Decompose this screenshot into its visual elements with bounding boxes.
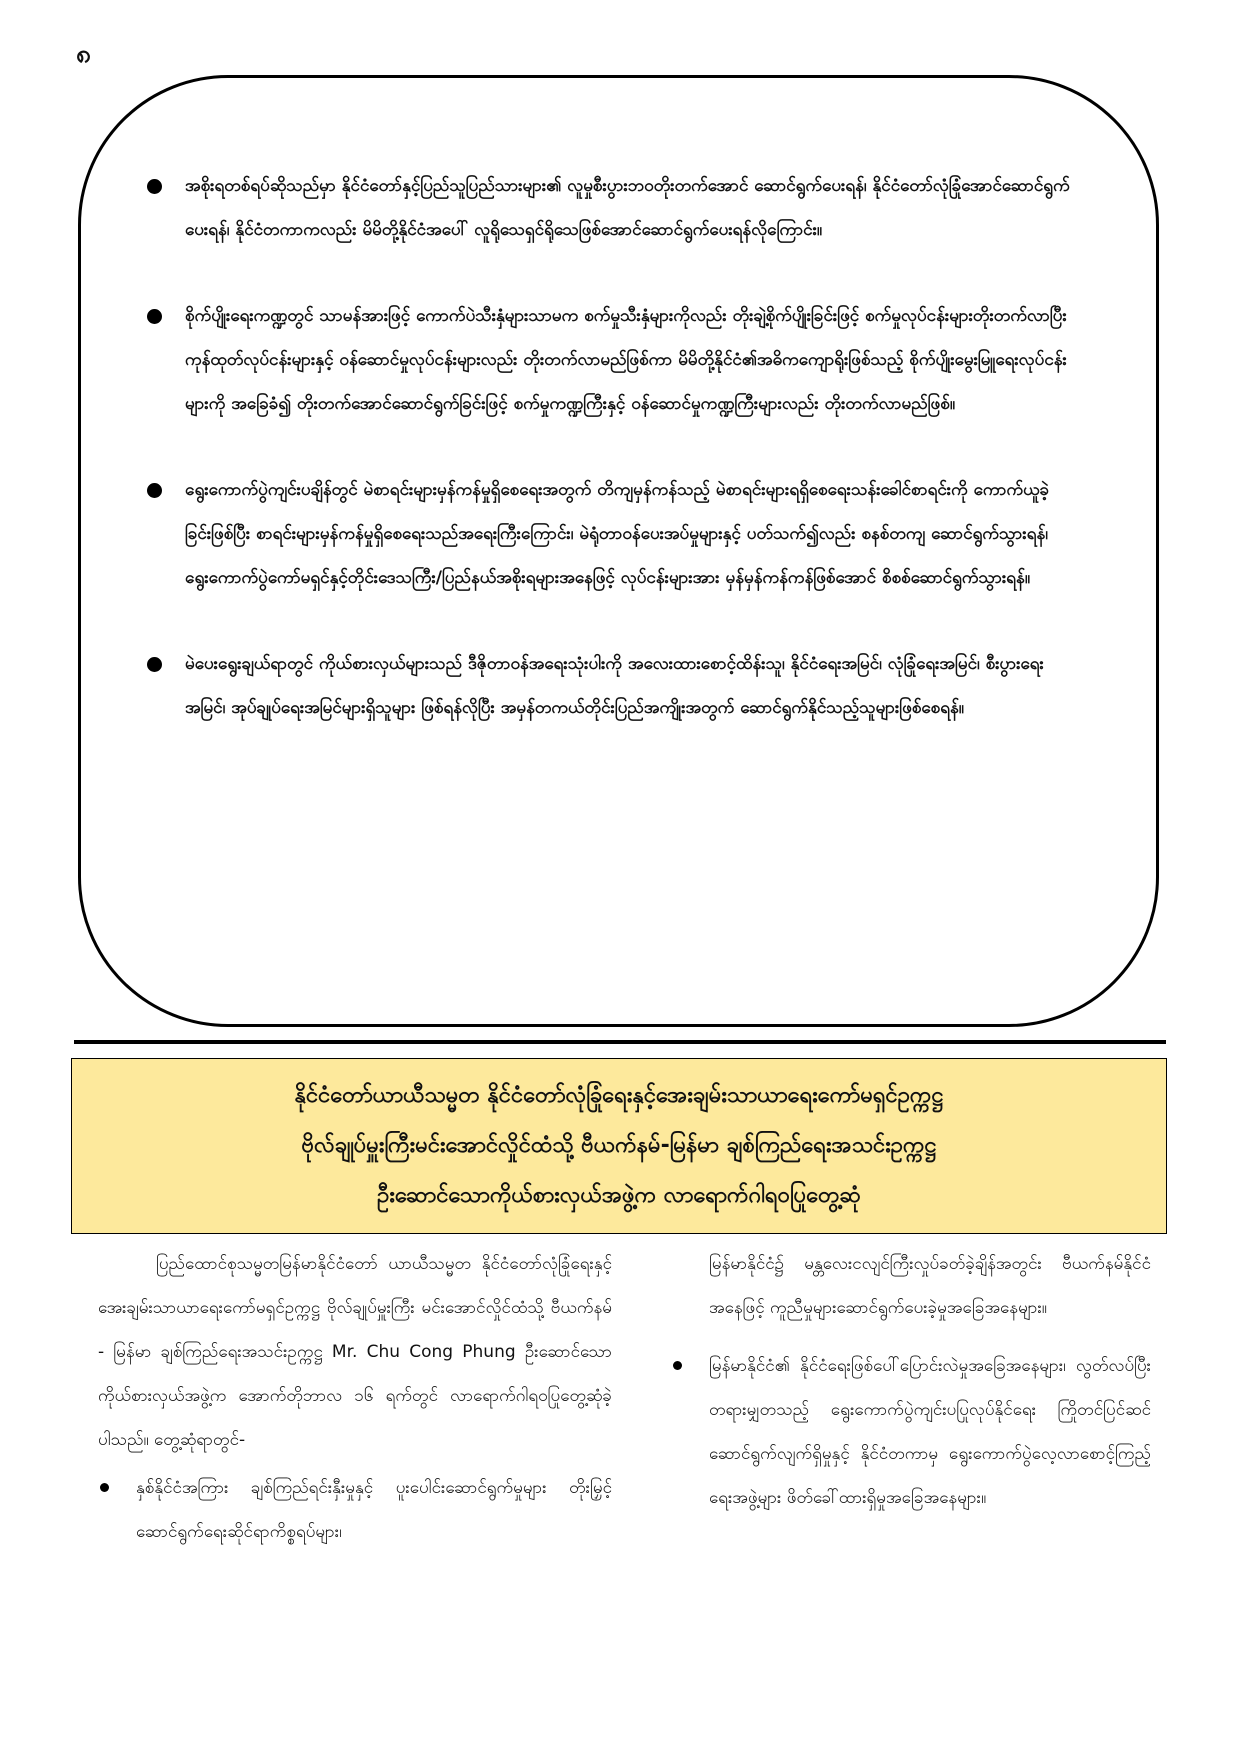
bullet-icon: [100, 1483, 109, 1492]
article-bullet-text: နှစ်နိုင်ငံအကြား ချစ်ကြည်ရင်းနှီးမှုနှင့် ပူးပေါင်းဆောင်ရွက်မှုများ တိုးမြှင့်ဆောင်ရွက်ရေးဆိုင်ရာကိစ္စရပ်များ၊: [136, 1478, 612, 1542]
headline-banner: [71, 1058, 1167, 1234]
bullet-icon: [147, 483, 162, 498]
summary-bullet: [141, 468, 1072, 600]
article-column-left: [98, 1242, 612, 1554]
summary-bullet: [141, 294, 1072, 426]
summary-bullet-text: အစိုးရတစ်ရပ်ဆိုသည်မှာ နိုင်ငံတော်နှင့်ပြည်သူပြည်သားများ၏ လူမှုစီးပွားဘဝတိုးတက်အောင် ဆောင်ရွက်ပေးရန်၊ နိုင်ငံတော်လုံခြုံအောင်ဆောင်ရွက်ပေးရန်၊ နိုင်ငံတကာကလည်း မိမိတို့နိုင်ငံအပေါ် လူရိုသေရှင်ရိုသေဖြစ်အောင်ဆောင်ရွက်ပေးရန်လိုကြောင်း။: [185, 176, 1070, 240]
summary-box: [78, 75, 1159, 1027]
bullet-icon: [147, 309, 162, 324]
bullet-icon: [673, 1361, 682, 1370]
summary-bullet-text: ရွေးကောက်ပွဲကျင်းပချိန်တွင် မဲစာရင်းများမှန်ကန်မှုရှိစေရေးအတွက် တိကျမှန်ကန်သည့် မဲစာရင်းများရရှိစေရေးသန်းခေါင်စာရင်းကို ကောက်ယူခဲ့ခြင်းဖြစ်ပြီး စာရင်းများမှန်ကန်မှုရှိစေရေးသည်အရေးကြီးကြောင်း၊ မဲရုံတာဝန်ပေးအပ်မှုများနှင့် ပတ်သက်၍လည်း စနစ်တကျ ဆောင်ရွက်သွားရန်၊ ရွေးကောက်ပွဲကော်မရှင်နှင့်တိုင်းဒေသကြီး/ပြည်နယ်အစိုးရများအနေဖြင့် လုပ်ငန်းများအား မှန်မှန်ကန်ကန်ဖြစ်အောင် စိစစ်ဆောင်ရွက်သွားရန်။: [185, 480, 1050, 588]
article-bullet-text: မြန်မာနိုင်ငံ၏ နိုင်ငံရေးဖြစ်ပေါ်ပြောင်းလဲမှုအခြေအနေများ၊ လွတ်လပ်ပြီးတရားမျှတသည့် ရွေးကောက်ပွဲကျင်းပပြုလုပ်နိုင်ရေး ကြိုတင်ပြင်ဆင်ဆောင်ရွက်လျက်ရှိမှုနှင့် နိုင်ငံတကာမှ ရွေးကောက်ပွဲလေ့လာစောင့်ကြည့်ရေးအဖွဲ့များ ဖိတ်ခေါ်ထားရှိမှုအခြေအနေများ။: [709, 1356, 1151, 1508]
summary-bullet: [141, 164, 1072, 252]
headline-line: ဦးဆောင်သောကိုယ်စားလှယ်အဖွဲ့က လာရောက်ဂါရဝပြုတွေ့ဆုံ: [377, 1183, 861, 1208]
article-column-right: [671, 1242, 1151, 1520]
bullet-icon: [147, 657, 162, 672]
headline-line: နိုင်ငံတော်ယာယီသမ္မတ နိုင်ငံတော်လုံခြုံရေးနှင့်အေးချမ်းသာယာရေးကော်မရှင်ဥက္ကဋ္ဌ: [294, 1083, 944, 1108]
summary-bullet: [141, 642, 1072, 730]
summary-bullet-text: စိုက်ပျိုးရေးကဏ္ဍတွင် သာမန်အားဖြင့် ကောက်ပဲသီးနှံများသာမက စက်မှုသီးနှံများကိုလည်း တိုးချဲ့စိုက်ပျိုးခြင်းဖြင့် စက်မှုလုပ်ငန်းများတိုးတက်လာပြီး ကုန်ထုတ်လုပ်ငန်းများနှင့် ဝန်ဆောင်မှုလုပ်ငန်းများလည်း တိုးတက်လာမည်ဖြစ်ကာ မိမိတို့နိုင်ငံ၏အဓိကကျောရိုးဖြစ်သည့် စိုက်ပျိုးမွေးမြူရေးလုပ်ငန်းများကို အခြေခံ၍ တိုးတက်အောင်ဆောင်ရွက်ခြင်းဖြင့် စက်မှုကဏ္ဍကြီးနှင့် ဝန်ဆောင်မှုကဏ္ဍကြီးများလည်း တိုးတက်လာမည်ဖြစ်။: [185, 306, 1067, 414]
bullet-icon: [147, 179, 162, 194]
headline-line: ဗိုလ်ချုပ်မှူးကြီးမင်းအောင်လှိုင်ထံသို့ ဗီယက်နမ်-မြန်မာ ချစ်ကြည်ရေးအသင်းဥက္ကဋ္ဌ: [301, 1133, 937, 1158]
article-bullet: [98, 1466, 612, 1554]
page-number: ၈: [76, 39, 91, 69]
article-continuation: မြန်မာနိုင်ငံ၌ မန္တလေးငလျင်ကြီးလှုပ်ခတ်ခဲ့ချိန်အတွင်း ဗီယက်နမ်နိုင်ငံအနေဖြင့် ကူညီမှုများဆောင်ရွက်ပေးခဲ့မှုအခြေအနေများ။: [709, 1254, 1151, 1318]
article-intro: ပြည်ထောင်စုသမ္မတမြန်မာနိုင်ငံတော် ယာယီသမ္မတ နိုင်ငံတော်လုံခြုံရေးနှင့် အေးချမ်းသာယာရေးကော်မရှင်ဥက္ကဋ္ဌ ဗိုလ်ချုပ်မှူးကြီး မင်းအောင်လှိုင်ထံသို့ ဗီယက်နမ် - မြန်မာ ချစ်ကြည်ရေးအသင်းဥက္ကဋ္ဌ Mr. Chu Cong Phung ဦးဆောင်သောကိုယ်စားလှယ်အဖွဲ့က အောက်တိုဘာလ ၁၆ ရက်တွင် လာရောက်ဂါရဝပြုတွေ့ဆုံခဲ့ပါသည်။ တွေ့ဆုံရာတွင်-: [98, 1254, 612, 1450]
section-divider: [74, 1040, 1166, 1044]
summary-bullet-text: မဲပေးရွေးချယ်ရာတွင် ကိုယ်စားလှယ်များသည် ဒီဇိုတာဝန်အရေးသုံးပါးကို အလေးထားစောင့်ထိန်းသူ၊ နိုင်ငံရေးအမြင်၊ လုံခြုံရေးအမြင်၊ စီးပွားရေးအမြင်၊ အုပ်ချုပ်ရေးအမြင်များရှိသူများ ဖြစ်ရန်လိုပြီး အမှန်တကယ်တိုင်းပြည်အကျိုးအတွက် ဆောင်ရွက်နိုင်သည့်သူများဖြစ်စေရန်။: [185, 654, 1044, 718]
article-bullet: [671, 1344, 1151, 1520]
